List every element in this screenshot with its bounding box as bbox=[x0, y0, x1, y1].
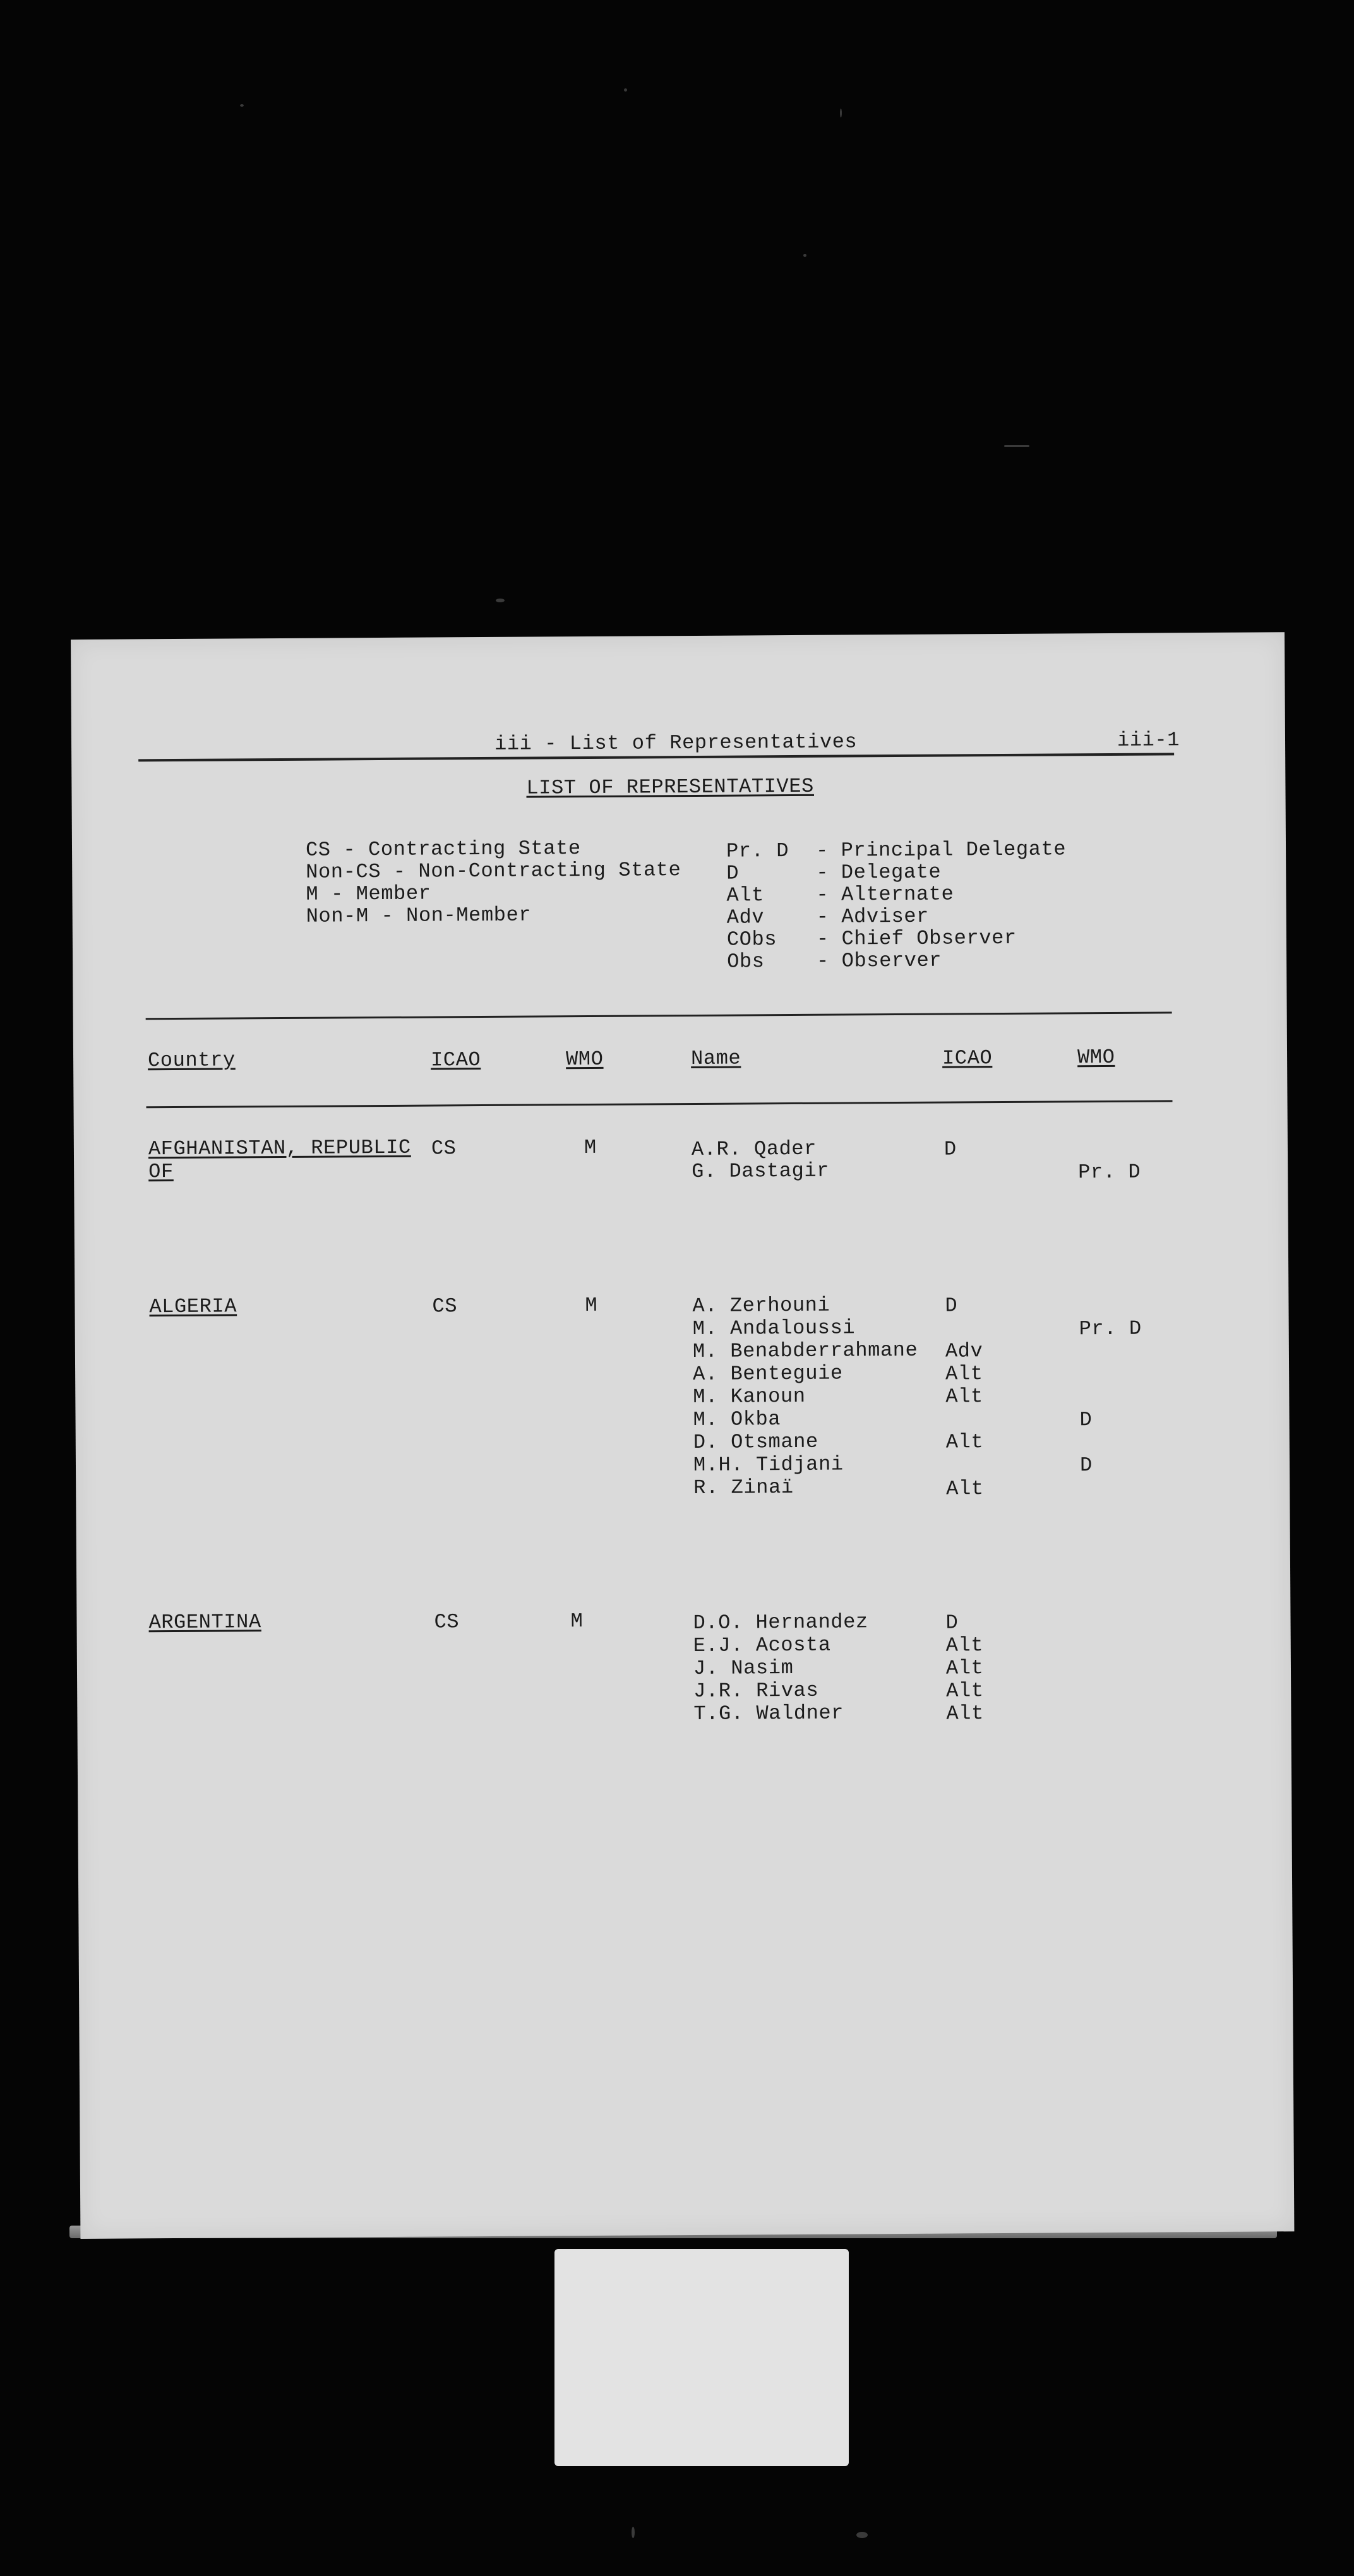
rep-icao: Alt bbox=[945, 1385, 983, 1409]
film-speck bbox=[1004, 445, 1029, 447]
legend-abbr: Pr. D bbox=[726, 839, 789, 863]
rep-icao: D bbox=[944, 1137, 957, 1161]
film-speck bbox=[632, 2527, 635, 2538]
film-speck bbox=[803, 254, 806, 257]
film-speck bbox=[856, 2532, 868, 2538]
legend-abbr: D bbox=[726, 861, 740, 885]
rep-icao: Alt bbox=[945, 1430, 984, 1454]
rep-name: T.G. Waldner bbox=[693, 1701, 844, 1726]
rep-wmo: Pr. D bbox=[1078, 1160, 1141, 1184]
legend-abbr: Alt bbox=[726, 883, 765, 907]
col-country: Country bbox=[147, 1048, 236, 1073]
rep-name: D. Otsmane bbox=[693, 1429, 818, 1455]
country-icao: CS bbox=[431, 1136, 457, 1160]
legend-left-item: M - Member bbox=[306, 881, 431, 906]
rep-icao: Alt bbox=[945, 1633, 984, 1657]
country-name: ARGENTINA bbox=[148, 1610, 261, 1635]
rep-name: M. Kanoun bbox=[693, 1384, 806, 1409]
rep-name: A.R. Qader bbox=[691, 1136, 817, 1162]
rep-icao: Alt bbox=[946, 1702, 984, 1726]
country-icao: CS bbox=[432, 1294, 458, 1318]
country-name: ALGERIA bbox=[149, 1294, 237, 1319]
col-name: Name bbox=[690, 1046, 741, 1071]
document-page bbox=[71, 632, 1294, 2239]
film-speck bbox=[240, 104, 244, 107]
film-speck bbox=[840, 109, 842, 117]
rep-name: D.O. Hernandez bbox=[693, 1610, 868, 1635]
legend-left-item: Non-M - Non-Member bbox=[306, 903, 532, 928]
legend-desc: - Principal Delegate bbox=[815, 837, 1067, 862]
legend-desc: - Adviser bbox=[816, 904, 930, 929]
rep-icao: D bbox=[945, 1611, 959, 1635]
page-number: iii-1 bbox=[1117, 728, 1180, 752]
film-speck bbox=[496, 599, 505, 602]
header-title: iii - List of Representatives bbox=[494, 730, 858, 756]
rep-icao: Alt bbox=[945, 1656, 984, 1680]
rep-icao: Alt bbox=[945, 1362, 983, 1386]
rep-name: J. Nasim bbox=[693, 1656, 794, 1681]
rep-name: J.R. Rivas bbox=[693, 1678, 819, 1703]
rep-icao: Alt bbox=[946, 1679, 984, 1703]
country-name: AFGHANISTAN, REPUBLIC bbox=[148, 1135, 411, 1161]
rep-name: E.J. Acosta bbox=[693, 1633, 831, 1658]
legend-abbr: Obs bbox=[727, 950, 765, 974]
col-wmo: WMO bbox=[565, 1047, 604, 1071]
legend-left-item: CS - Contracting State bbox=[305, 837, 581, 862]
rep-wmo: Pr. D bbox=[1079, 1316, 1142, 1341]
col-rep-wmo: WMO bbox=[1077, 1045, 1115, 1070]
country-icao: CS bbox=[434, 1610, 460, 1634]
film-frame-label-card bbox=[554, 2249, 849, 2466]
legend-desc: - Delegate bbox=[816, 860, 942, 885]
rep-name: R. Zinaï bbox=[693, 1476, 794, 1500]
legend-abbr: Adv bbox=[726, 905, 765, 929]
rep-wmo: D bbox=[1079, 1453, 1093, 1477]
rep-wmo: D bbox=[1079, 1408, 1093, 1432]
country-wmo: M bbox=[570, 1609, 584, 1633]
film-speck bbox=[624, 88, 627, 92]
country-wmo: M bbox=[584, 1135, 597, 1160]
rep-name: A. Zerhouni bbox=[692, 1293, 830, 1318]
legend-desc: - Chief Observer bbox=[816, 926, 1017, 951]
col-rep-icao: ICAO bbox=[942, 1046, 993, 1070]
rep-name: M. Benabderrahmane bbox=[692, 1338, 918, 1364]
legend-desc: - Observer bbox=[817, 948, 942, 973]
rep-name: M.H. Tidjani bbox=[693, 1452, 844, 1477]
legend-desc: - Alternate bbox=[816, 882, 954, 907]
legend-rule bbox=[146, 1011, 1172, 1020]
col-icao: ICAO bbox=[430, 1048, 481, 1072]
rep-icao: D bbox=[945, 1294, 958, 1318]
rep-name: M. Andaloussi bbox=[692, 1316, 856, 1341]
column-header-rule bbox=[147, 1100, 1173, 1108]
country-name-cont: OF bbox=[148, 1160, 174, 1184]
country-wmo: M bbox=[585, 1293, 598, 1318]
legend-abbr: CObs bbox=[726, 927, 777, 951]
rep-icao: Alt bbox=[946, 1477, 984, 1501]
rep-name: M. Okba bbox=[693, 1407, 781, 1432]
list-title: LIST OF REPRESENTATIVES bbox=[526, 774, 815, 800]
rep-name: A. Benteguie bbox=[693, 1361, 843, 1386]
rep-icao: Adv bbox=[945, 1339, 983, 1363]
rep-name: G. Dastagir bbox=[692, 1159, 830, 1184]
legend-left-item: Non-CS - Non-Contracting State bbox=[306, 858, 681, 884]
